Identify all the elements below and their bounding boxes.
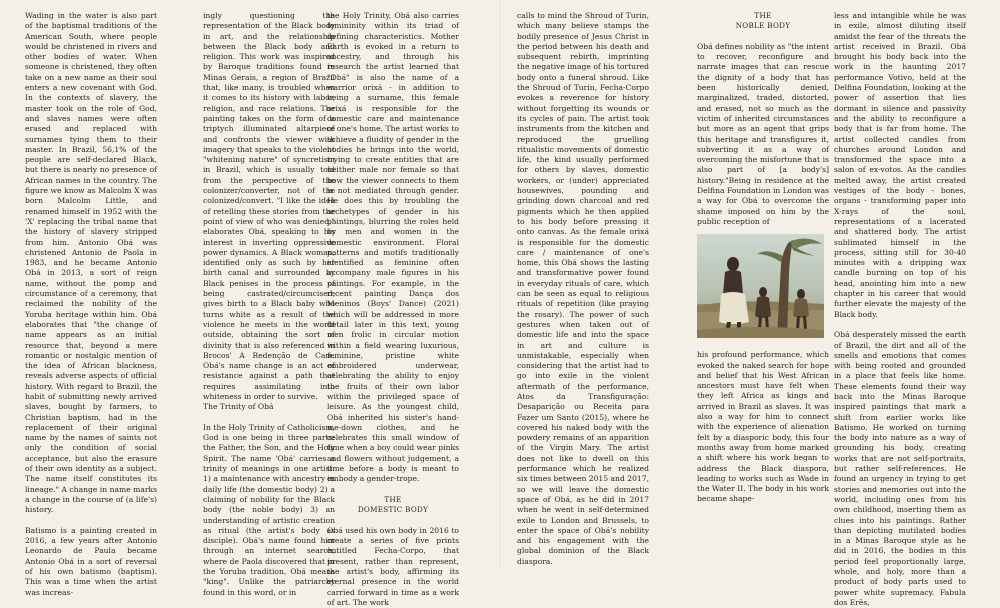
- paragraph: the Holy Trinity, Obá also carries femininity within its triad of defining characteristics. Mother Earth is evoked in a return to ancestry, and through his research the artist learned that "Obá" is also the name of a warrior orixá - in addition to being a surname, this female orixá is responsible for the domestic care and maintenance of one's home. The artist works to achieve a fluidity of gender in the bodies he brings into the world, trying to create entities that are neither male nor female so that how the viewer connects to them is not mediated through gender. He does this by troubling the archetypes of gender in his paintings, blurring the roles held by men and women in the domestic environment. Floral patterns and motifs traditionally identified as feminine often accompany male figures in his paintings. For example, in the recent painting Dança dos Meninos (Boys' Dance) (2021) which will be addressed in more detail later in this text, young men frolic in circular motion within a field wearing luxurious, feminine, pristine white embroidered underwear, celebrating the ability to enjoy the fruits of their own labor within the privileged space of leisure. As the youngest child, Obá inherited his sister's hand-me-down clothes, and he celebrates this small window of time when a boy could wear pinks and flowers without judgement, a time before a body is meant to embody a gender-trope.: [327, 11, 459, 484]
- text-column-6: [834, 11, 966, 607]
- text-column-5: [697, 11, 829, 561]
- paragraph: less and intangible while he was in exile, almost diluting itself amidst the fear of the threats the artist received in Brazil. Obá brought his body back into the work in the haunting 2017 performance Votivo, held at the Delfina Foundation, looking at the power of assertion that lies dormant in silence and passivity and the ability to reconfigure a body that is far from home. The artist collected candles from churches around London and transformed the space into a salon of ex-votos. As the candles melted away, the artist created vestiges of the body - bones, organs - transforming paper into X-rays of the soul, representations of a lacerated and shattered body. The artist sublimated himself in the process, sitting still for 30-40 minutes with a dripping wax candle burning on top of his head, anointing him into a new chapter in his career that would further elevate the majesty of the Black body.: [834, 11, 966, 319]
- section-heading-line-2: DOMESTIC BODY: [357, 505, 429, 515]
- text-column-3: [327, 11, 459, 607]
- section-heading-line-2: NOBLE BODY: [735, 21, 791, 31]
- paragraph: calls to mind the Shroud of Turin, which many believe stamps the bodily presence of Jesus Christ in the period between his death and subsequent rebirth, imprinting the negative image of his tortured body onto a funeral shroud. Like the Shroud of Turin, Fecha-Corpo evokes a reverence for history without forgetting its wounds or its cycles of pain. The artist took instruments from the kitchen and reproduced the gruelling ritualistic movements of domestic life, the kind usually performed for others by slaves, domestic workers, or (under) appreciated housewives, pounding and grinding down charcoal and red pigments which he then applied to his body before pressing it onto canvas. As the female orixá is responsible for the domestic care / maintenance of one's home, this Obá shows the lasting and transformative power found in everyday rituals of care, which can be seen as equal to religious rituals of repetition (like praying the rosary). The power of such gestures when taken out of domestic life and into the space in art and culture is unmistakable, especially when considering that the artist had to go into exile in the violent aftermath of the performance, Atos da Transfiguração: Desaparição ou Receita para Fazer um Santo (2015), where he covered his naked body with the powdery remains of an apparition of the Virgin Mary. The artist does not like to dwell on this performance which he realized six times between 2015 and 2017, so we will leave the domestic space of Obá, as he did in 2017 when he went in self-determined exile to London and Brussels, to enter the space of Obá's nobility and his engagement with the global dominion of the Black diaspora.: [517, 11, 649, 566]
- paragraph: Batismo is a painting created in 2016, a few years after Antonio Leonardo de Paula became Antonio Obá in a sort of reversal of his own batismo (baptism). This was a time when the artist was increas-: [25, 525, 157, 597]
- paragraph: Wading in the water is also part of the baptismal traditions of the American South, where people would be christened in rivers and other bodies of water. When someone is christened, they often take on a new name as their soul enters a new covenant with God. In the contexts of slavery, the master took on the role of God, and slaves names were often erased and replaced with surnames tying them to their master. In Brazil, 56,1% of the people are self-declared Black, but there is nearly no presence of African names in the country. The figure we know as Malcolm X was born Malcolm Little, and renamed himself in 1952 with the 'X' replacing the tribal name that the history of slavery stripped from him. Antonio Obá was christened Antonio de Paola in 1983, and he became Antonio Obá in 2013, a sort of reign name, without the pomp and circumstance of a ceremony, that reclaimed the nobility of the Yoruba heritage within him. Obá elaborates that "the change of name appears as an initial resource that, beyond a mere romantic or nostalgic mention of the idea of African blackness, reveals adverse aspects of official history. With regard to Brazil, the habit of submitting newly arrived slaves, bought by farmers, to Christian baptism, had in the replacement of their original name by the names of saints not only the condition of social acceptance, but also the erasure of their own identity as a subject. The name itself constitutes its lineage." A change in name marks a change in the course of (a life's) history.: [25, 11, 157, 515]
- section-heading-line-1: THE: [384, 494, 402, 504]
- text-column-4: [517, 11, 649, 566]
- text-column-2: [203, 11, 335, 597]
- illustration-plate: [697, 234, 824, 338]
- paragraph: his profound performance, which evoked the naked search for hope and belief that his West African ancestors must have felt when they left Africa as kings and arrived in Brazil as slaves. It was also a way for him to connect with the experience of alienation felt by a diasporic body, this four months away from home marked a shift where his work began to address the Black diaspora, leading to works such as Wade in the Water II. The body in his work became shape-: [697, 350, 829, 504]
- paragraph: ingly questioning the representation of the Black body in art, and the relationship between the Black body and religion. This work was inspired by Baroque traditions found in Minas Gerais, a region of Brazil that, like many, is troubled when it comes to its history with labor, religion, and race relations. The painting takes on the form of a triptych illuminated altarpiece and confronts the viewer with imagery that speaks to the violent "whitening nature" of syncretism in Brazil, which is usually told from the perspective of the colonizer/converter, not of the colonized/convert. "I like the idea of retelling these stories from the point of view of who was denied," elaborates Obá, speaking to his interest in inverting oppressive power dynamics. A Black woman, identified only as such by her birth canal and surrounded by Black penises in the process of being castrated/circumcised, gives birth to a Black baby who turns white as a result of the violence he meets in the world outside, obtaining the sort of divinity that is also referenced in Brocos' A Redenção de Cam. Obá's name change is an act of resistance against a path that requires assimilating into whiteness in order to survive.: [203, 11, 335, 401]
- text-column-1: [25, 11, 157, 597]
- paragraph: Obá defines nobility as "the intent to recover, reconfigure and narrate images that can rescue the dignity of a body that has been historically denied, marginalized, traded, distorted, and erased, not so much as the victim of inherited circumstances but more as an agent that grips this heritage and transfigures it, subverting it as a way of overcoming the misfortune that is also part of [a body's] history."Being in residence at the Delfina Foundation in London was a way for Obá to overcome the shame imposed on him by the public reception of: [697, 41, 829, 226]
- section-heading-line-1: THE: [754, 11, 772, 20]
- paragraph: Obá desperately missed the earth of Brazil, the dirt and all of the smells and emotions that comes with being rooted and grounded in a place that feels like home. These elements found their way back into the Minas Baroque inspired paintings that mark a shift from earlier works like Batismo. He worked on turning the body into nature as a way of grounding his body, creating works that are not self-portraits, but rather self-references. He found an urgency in trying to get stories and memories out into the world, including ones from his own childhood, inserting them as clues into his paintings. Rather than depicting mutilated bodies in a Minas Baroque style as he did in 2016, the bodies in this period feel proportionally large, whole, and holy, more than a product of body parts used to power white supremacy. Fabula dos Erês,: [834, 330, 966, 607]
- illustration-image: [697, 234, 824, 338]
- page-fold-shadow: [499, 0, 501, 568]
- paragraph: In the Holy Trinity of Catholicism, God is one being in three parts: the Father, the Son, and the Holy Spirit. The name 'Obá' carries a trinity of meanings in one artist: 1) a maintenance with ancestry in daily life (the domestic body) 2) a claiming of nobility for the Black body (the noble body) 3) an understanding of artistic creation as ritual (the artist's body as disciple). Obá's name found him through an internet search, where de Paola discovered that in the Yoruba tradition, Obá means "king". Unlike the patriarchy found in this word, or in: [203, 422, 335, 597]
- paragraph: Obá used his own body in 2016 to create a series of five prints entitled Fecha-Corpo, that present, rather than represent, the artist's body, affirming its eternal presence in the world carried forward in time as a work of art. The work: [327, 525, 459, 607]
- section-subheading: The Trinity of Obá: [203, 402, 274, 412]
